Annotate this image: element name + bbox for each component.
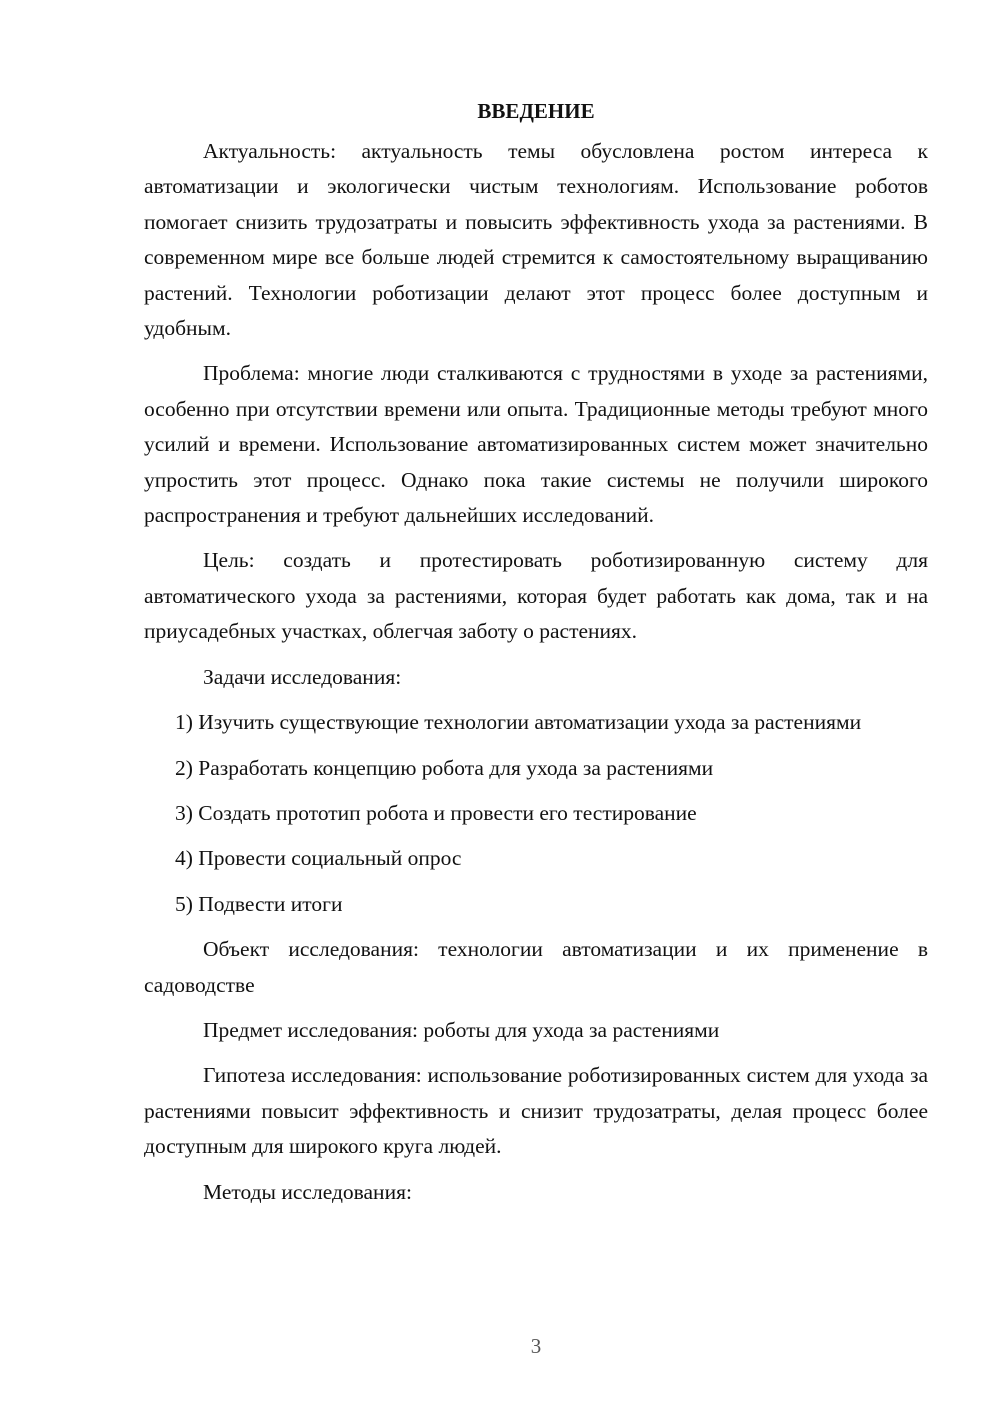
task-item-2: 2) Разработать концепцию робота для ухода за растениями: [175, 755, 714, 780]
paragraph-hypothesis: Гипотеза исследования: использование роботизированных систем для ухода за растениями повысит эффективность и снизит трудозатраты, делая процесс более доступным для широкого круга людей.: [144, 1063, 928, 1159]
paragraph-relevance: Актуальность: актуальность темы обусловлена ростом интереса к автоматизации и экологически чистым технологиям. Использование роботов помогает снизить трудозатраты и повысить эффективность ухода за растениями. В современном мире все больше людей стремится к самостоятельному выращиванию растений. Технологии роботизации делают этот процесс более доступным и удобным.: [144, 139, 928, 341]
task-item-1: 1) Изучить существующие технологии автоматизации ухода за растениями: [175, 710, 862, 735]
task-item-3: 3) Создать прототип робота и провести его тестирование: [175, 800, 697, 825]
task-item-4: 4) Провести социальный опрос: [175, 846, 462, 871]
paragraph-problem: Проблема: многие люди сталкиваются с трудностями в уходе за растениями, особенно при отсутствии времени или опыта. Традиционные методы требуют много усилий и времени. Использование автоматизированных систем может значительно упростить этот процесс. Однако пока такие системы не получили широкого распространения и требуют дальнейших исследований.: [144, 361, 928, 528]
page-title: ВВЕДЕНИЕ: [477, 99, 595, 123]
task-item-5: 5) Подвести итоги: [175, 891, 343, 916]
paragraph-goal: Цель: создать и протестировать роботизированную систему для автоматического ухода за растениями, которая будет работать как дома, так и на приусадебных участках, облегчая заботу о растениях.: [144, 548, 928, 644]
paragraph-subject: Предмет исследования: роботы для ухода за растениями: [203, 1017, 720, 1042]
paragraph-methods-heading: Методы исследования:: [203, 1179, 412, 1204]
paragraph-tasks-heading: Задачи исследования:: [203, 664, 402, 689]
document-page: [144, 94, 928, 1220]
page-number: 3: [530, 1334, 542, 1358]
paragraph-object: Объект исследования: технологии автоматизации и их применение в садоводстве: [144, 937, 928, 997]
